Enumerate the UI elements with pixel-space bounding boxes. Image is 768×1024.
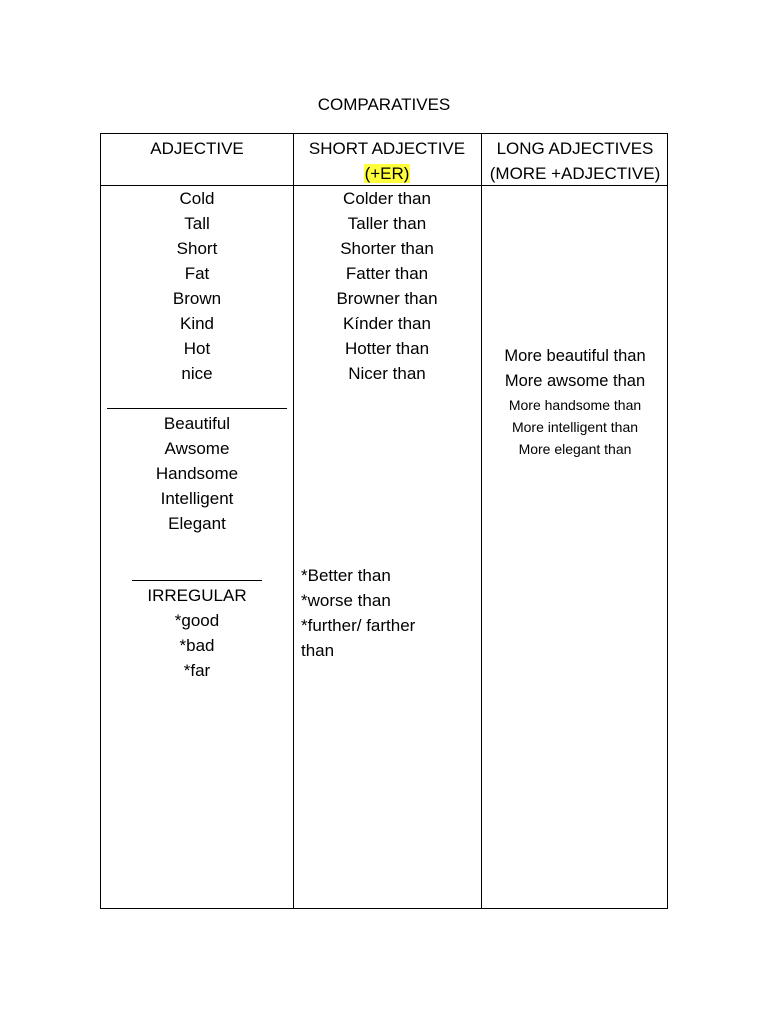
adjective-list xyxy=(101,186,293,683)
header-long-line1: LONG ADJECTIVES xyxy=(496,139,654,158)
header-short-line1: SHORT ADJECTIVE xyxy=(308,139,466,158)
header-adjective-text: ADJECTIVE xyxy=(150,139,244,158)
list-item: *worse than xyxy=(301,591,391,610)
list-item: Awsome xyxy=(164,439,230,458)
page-title: COMPARATIVES xyxy=(317,95,451,114)
list-item: Fat xyxy=(184,264,210,283)
list-item: Kind xyxy=(179,314,215,333)
separator-line xyxy=(132,580,262,581)
list-item: *bad xyxy=(179,636,215,655)
column-divider-2 xyxy=(481,134,482,908)
list-item: Nicer than xyxy=(348,364,426,383)
list-item: than xyxy=(301,641,335,660)
irregular-comparatives-list xyxy=(301,563,476,663)
list-item: Fatter than xyxy=(345,264,429,283)
list-item: Shorter than xyxy=(340,239,434,258)
list-item: Tall xyxy=(184,214,210,233)
list-item: nice xyxy=(181,364,213,383)
header-short-adjective xyxy=(293,136,481,186)
list-item: Handsome xyxy=(155,464,239,483)
list-item: Elegant xyxy=(168,514,226,533)
list-item: Short xyxy=(176,239,218,258)
list-item: Kínder than xyxy=(343,314,431,333)
irregular-label: IRREGULAR xyxy=(147,586,247,605)
separator-row xyxy=(101,536,293,583)
list-item: More handsome than xyxy=(508,397,642,413)
list-item: Hot xyxy=(183,339,211,358)
list-item: More elegant than xyxy=(518,441,632,457)
header-short-line2 xyxy=(293,161,481,186)
list-item: Brown xyxy=(172,289,222,308)
list-item: Browner than xyxy=(336,289,438,308)
separator-line xyxy=(107,408,287,409)
long-comparatives-list xyxy=(481,344,669,460)
list-item: More beautiful than xyxy=(504,347,646,365)
list-item: *far xyxy=(183,661,211,680)
short-comparatives-list xyxy=(293,186,481,386)
list-item: *good xyxy=(174,611,220,630)
list-item: Intelligent xyxy=(160,489,234,508)
list-item: Hotter than xyxy=(344,339,430,358)
list-item: Cold xyxy=(179,189,215,208)
comparatives-table xyxy=(100,133,668,909)
list-item: Taller than xyxy=(347,214,427,233)
list-item: *further/ farther xyxy=(301,616,416,635)
list-item: More awsome than xyxy=(504,372,646,390)
header-adjective xyxy=(101,136,293,161)
header-long-line2: (MORE +ADJECTIVE) xyxy=(489,164,661,183)
header-long-adjectives xyxy=(481,136,669,186)
separator-row xyxy=(101,386,293,411)
list-item: Beautiful xyxy=(163,414,231,433)
highlighted-er: (+ER) xyxy=(364,164,410,183)
list-item: More intelligent than xyxy=(511,419,639,435)
list-item: Colder than xyxy=(343,189,431,208)
list-item: *Better than xyxy=(301,566,391,585)
